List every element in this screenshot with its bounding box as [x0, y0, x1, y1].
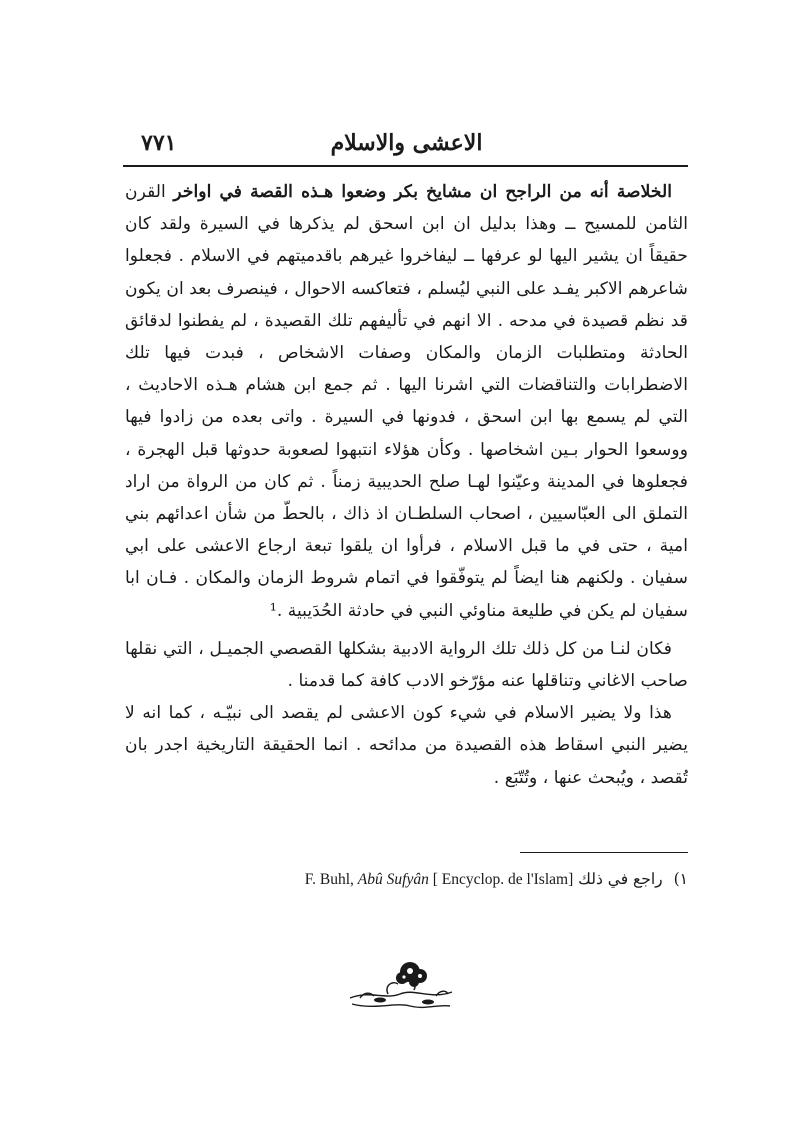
footnote-source: [ Encyclop. de l'Islam]	[432, 871, 574, 888]
paragraph-lead: الخلاصة أنه من الراجح ان مشايخ بكر وضعوا هـذه القصة في اواخر	[173, 182, 672, 202]
footnote-marker: ١)	[673, 870, 688, 888]
footnote-title: Abû Sufyân	[357, 871, 429, 888]
header-rule	[123, 165, 688, 167]
main-text	[125, 176, 688, 794]
footnote-author: F. Buhl,	[304, 871, 354, 888]
running-title: الاعشى والاسلام	[330, 130, 483, 156]
footnote-arabic-text: راجع في ذلك	[578, 870, 663, 888]
footnote-reference	[305, 871, 573, 888]
paragraph: فكان لنـا من كل ذلك تلك الرواية الادبية بشكلها القصصي الجميـل ، التي نقلها صاحب الاغاني وتناقلها عنه مؤرّخو الادب كافة كما قدمنا .	[125, 638, 688, 692]
footnote	[125, 870, 688, 894]
page-number: ٧٧١	[141, 130, 177, 156]
paragraph: هذا ولا يضير الاسلام في شيء كون الاعشى لم يقصد الى نبيّـه ، كما انه لا يضير النبي اسقاط هذه القصيدة من مدائحه . انما الحقيقة التاريخية اجدر بان تُقصد ، ويُبحث عنها ، وتُتّبَع .	[125, 703, 688, 788]
footnote-rule	[520, 852, 688, 853]
floral-ornament-icon	[340, 950, 460, 1020]
paragraph-text: القرن الثامن للمسيح ــ وهذا بدليل ان ابن اسحق لم يذكرها في السيرة ولقد كان حقيقاً ان يشير اليها لو عرفها ــ ليفاخروا غيرهم باقدميتهم في الاسلام . فجعلوا شاعرهم الاكبر يفـد على النبي ليُسلم ، فتعاكسه الاحوال ، فينصرف بعد ان يكون قد نظم قصيدة في مدحه . الا انهم في تأليفهم تلك القصيدة ، لم يفطنوا لدقائق الحادثة ومتطلبات الزمان والمكان وصفات الاشخاص ، فبدت فيها تلك الاضطرابات والتناقضات التي اشرنا اليها . ثم جمع ابن هشام هـذه الاحاديث ، التي لم يسمع بها ابن اسحق ، فدونها في السيرة . واتى بعده من زادوا فيها ووسعوا الحوار بـين اشخاصها . وكأن هؤلاء انتبهوا لصعوبة حدوثها قبل الهجرة ، فجعلوها في المدينة وعيّنوا لهـا صلح الحديبية زمناً . ثم كان من الرواة من اراد التملق الى العبّاسيين ، اصحاب السلطـان اذ ذاك ، بالحطّ من شأن اعدائهم بني امية ، حتى في ما قبل الاسلام ، فرأوا ان يلقوا تبعة ارجاع الاعشى على ابي سفيان . ولكنهم هنا ايضاً لم يتوفّقوا في اتمام شروط الزمان والمكان . فـان ابا سفيان لم يكن في طليعة مناوئي النبي في حادثة الحُدَيبية .¹	[125, 182, 688, 621]
paragraph-conclusion	[125, 176, 688, 627]
page-header	[125, 122, 688, 162]
